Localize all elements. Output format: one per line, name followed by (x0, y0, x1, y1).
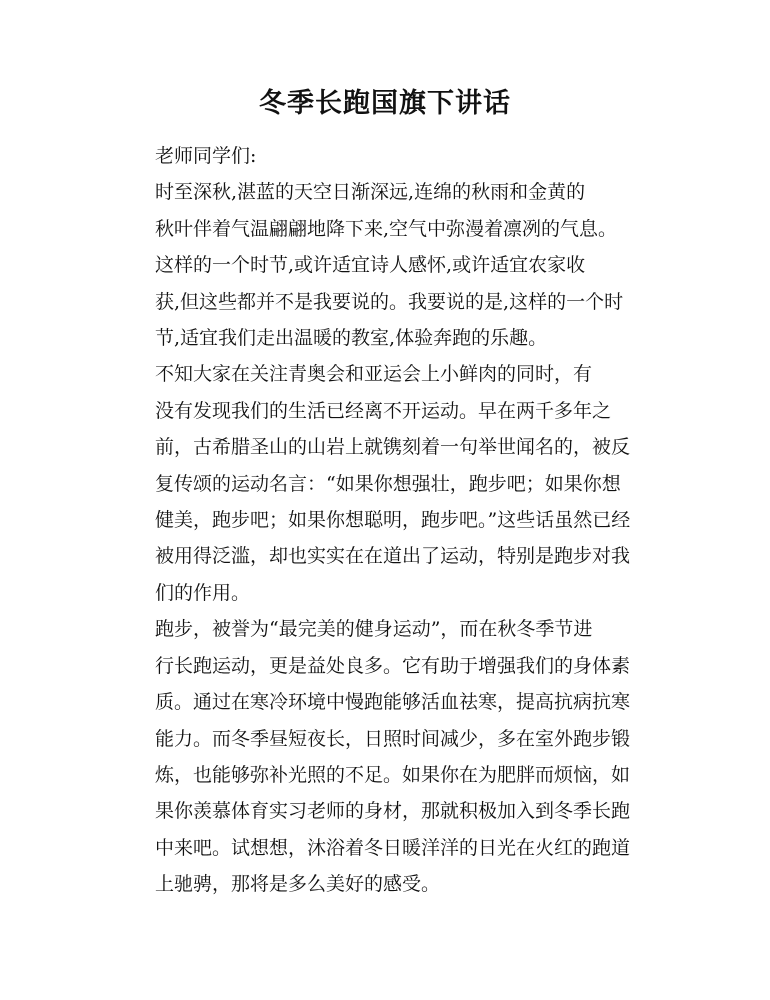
paragraph-line: 前，古希腊圣山的山岩上就镌刻着一句举世闻名的，被反 (155, 436, 631, 459)
paragraph-sport (117, 356, 647, 611)
paragraph-line: 被用得泛滥，却也实实在在道出了运动，特别是跑步对我 (155, 545, 631, 568)
paragraph-season (117, 247, 647, 356)
paragraph-line: 中来吧。试想想，沐浴着冬日暖洋洋的日光在火红的跑道 (155, 836, 631, 859)
paragraph-line: 时至深秋,湛蓝的天空日渐深远,连绵的秋雨和金黄的 (155, 181, 586, 204)
greeting-paragraph (117, 138, 647, 174)
paragraph-line: 能力。而冬季昼短夜长，日照时间减少，多在室外跑步锻 (155, 727, 631, 750)
paragraph-line: 老师同学们: (155, 145, 257, 167)
paragraph-line: 果你羡慕体育实习老师的身材，那就积极加入到冬季长跑 (155, 800, 631, 823)
document-title: 冬季长跑国旗下讲话 (259, 88, 511, 119)
paragraph-line: 行长跑运动，更是益处良多。它有助于增强我们的身体素 (155, 654, 631, 677)
paragraph-line: 复传颂的运动名言：“如果你想强壮，跑步吧；如果你想 (155, 472, 621, 495)
document-body (117, 138, 647, 903)
paragraph-autumn (117, 174, 647, 247)
paragraph-line: 节,适宜我们走出温暖的教室,体验奔跑的乐趣。 (155, 327, 548, 350)
paragraph-line: 不知大家在关注青奥会和亚运会上小鲜肉的同时，有 (155, 363, 593, 386)
paragraph-running (117, 611, 647, 902)
paragraph-line: 们的作用。 (155, 581, 251, 604)
paragraph-line: 这样的一个时节,或许适宜诗人感怀,或许适宜农家收 (155, 254, 586, 277)
paragraph-line: 获,但这些都并不是我要说的。我要说的是,这样的一个时 (155, 290, 624, 313)
paragraph-line: 上驰骋，那将是多么美好的感受。 (155, 873, 441, 896)
paragraph-line: 健美，跑步吧；如果你想聪明，跑步吧。”这些话虽然已经 (155, 509, 631, 532)
paragraph-line: 质。通过在寒冷环境中慢跑能够活血祛寒，提高抗病抗寒 (155, 691, 631, 714)
paragraph-line: 炼，也能够弥补光照的不足。如果你在为肥胖而烦恼，如 (155, 763, 631, 786)
paragraph-line: 秋叶伴着气温翩翩地降下来,空气中弥漫着凛冽的气息。 (155, 217, 618, 240)
paragraph-line: 没有发现我们的生活已经离不开运动。早在两千多年之 (155, 399, 612, 422)
paragraph-line: 跑步，被誉为“最完美的健身运动”，而在秋冬季节进 (155, 618, 593, 641)
